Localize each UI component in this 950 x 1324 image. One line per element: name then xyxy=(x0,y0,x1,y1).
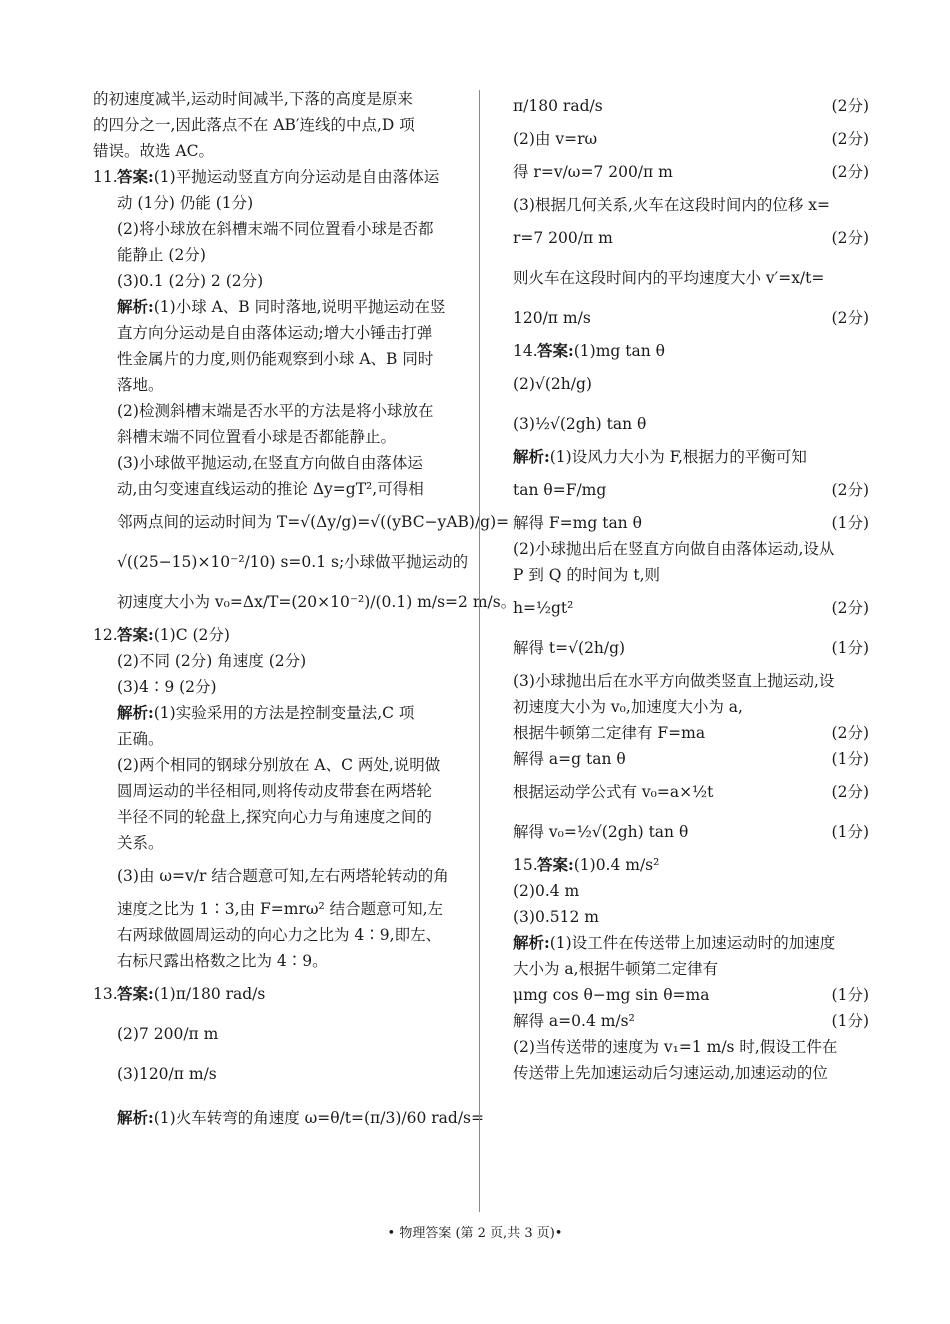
text-line xyxy=(93,450,453,476)
text-line xyxy=(93,398,453,424)
text-line xyxy=(93,216,453,242)
text-line xyxy=(513,404,869,444)
line-text: (3)120/π m/s xyxy=(117,1065,217,1083)
text-line xyxy=(93,138,453,164)
text-line xyxy=(513,562,869,588)
line-text: (3)0.512 m xyxy=(513,908,599,926)
line-text: 解得 v₀=½√(2gh) tan θ xyxy=(513,823,689,841)
text-line xyxy=(93,502,510,542)
section-label: 解析: xyxy=(117,297,154,316)
text-line xyxy=(93,424,453,450)
line-text: P 到 Q 的时间为 t,则 xyxy=(513,566,661,584)
line-text: 邻两点间的运动时间为 T=√(Δy/g)=√((yBC−yAB)/g)= xyxy=(117,513,510,531)
text-line xyxy=(93,346,453,372)
text-line xyxy=(93,830,453,856)
line-text: 初速度大小为 v₀,加速度大小为 a, xyxy=(513,698,743,716)
text-line xyxy=(513,338,869,364)
text-line xyxy=(513,86,869,126)
line-text: (1)设风力大小为 F,根据力的平衡可知 xyxy=(549,448,807,466)
line-text: (3)½√(2gh) tan θ xyxy=(513,415,647,433)
line-text: 根据运动学公式有 v₀=a×½t xyxy=(513,783,714,801)
line-text: 性金属片的力度,则仍能观察到小球 A、B 同时 xyxy=(117,350,434,368)
line-text: 则火车在这段时间内的平均速度大小 v′=x/t= xyxy=(513,269,825,287)
line-text: (1)mg tan θ xyxy=(573,342,665,360)
score-mark: (1分) xyxy=(831,1012,869,1030)
text-line xyxy=(513,218,869,258)
score-mark: (2分) xyxy=(831,724,869,742)
line-text: (2)0.4 m xyxy=(513,882,580,900)
text-line xyxy=(513,1060,869,1086)
text-line xyxy=(93,320,453,346)
line-text: h=½gt² xyxy=(513,599,574,617)
question-number: 12. xyxy=(93,626,118,644)
line-text: (1)设工件在传送带上加速运动时的加速度 xyxy=(549,934,836,952)
text-line xyxy=(513,1008,869,1034)
line-text: (1)实验采用的方法是控制变量法,C 项 xyxy=(153,704,415,722)
text-line xyxy=(513,192,869,218)
text-line xyxy=(93,974,453,1014)
text-line xyxy=(93,948,453,974)
line-text: 得 r=v/ω=7 200/π m xyxy=(513,163,673,181)
line-text: √((25−15)×10⁻²/10) s=0.1 s;小球做平抛运动的 xyxy=(117,553,469,571)
text-line xyxy=(93,1014,453,1054)
text-line xyxy=(513,878,869,904)
text-line xyxy=(513,1034,869,1060)
line-text: 直方向分运动是自由落体运动;增大小锤击打弹 xyxy=(117,324,433,342)
score-mark: (1分) xyxy=(831,514,869,532)
text-line xyxy=(513,628,869,668)
score-mark: (2分) xyxy=(831,130,869,148)
line-text: 圆周运动的半径相同,则将传动皮带套在两塔轮 xyxy=(117,782,432,800)
line-text: (2)7 200/π m xyxy=(117,1025,219,1043)
text-line xyxy=(93,1054,453,1094)
line-text: μmg cos θ−mg sin θ=ma xyxy=(513,986,710,1004)
score-mark: (2分) xyxy=(831,163,869,181)
line-text: 的初速度减半,运动时间减半,下落的高度是原来 xyxy=(93,90,413,108)
text-line xyxy=(93,268,453,294)
text-line xyxy=(93,112,453,138)
section-label: 解析: xyxy=(513,447,550,466)
line-text: (2)将小球放在斜槽末端不同位置看小球是否都 xyxy=(117,220,434,238)
question-number: 11. xyxy=(93,168,118,186)
line-text: 关系。 xyxy=(117,834,164,852)
question-number: 13. xyxy=(93,985,118,1003)
text-line xyxy=(513,510,869,536)
section-label: 解析: xyxy=(513,933,550,952)
left-column xyxy=(93,86,517,1142)
line-text: (1)小球 A、B 同时落地,说明平抛运动在竖 xyxy=(153,298,446,316)
line-text: 传送带上先加速运动后匀速运动,加速运动的位 xyxy=(513,1064,828,1082)
line-text: 落地。 xyxy=(117,376,164,394)
text-line xyxy=(513,930,869,956)
line-text: (3)小球抛出后在水平方向做类竖直上抛运动,设 xyxy=(513,672,835,690)
text-line xyxy=(93,804,453,830)
line-text: π/180 rad/s xyxy=(513,97,603,115)
text-line xyxy=(513,152,869,192)
text-line xyxy=(93,726,453,752)
text-line xyxy=(93,674,453,700)
line-text: 速度之比为 1∶3,由 F=mrω² 结合题意可知,左 xyxy=(117,900,444,918)
section-label: 答案: xyxy=(537,855,574,874)
text-line xyxy=(93,372,453,398)
section-label: 解析: xyxy=(117,1108,154,1127)
line-text: (2)不同 (2分) 角速度 (2分) xyxy=(117,652,307,670)
text-line xyxy=(93,856,453,896)
text-line xyxy=(93,582,517,622)
line-text: (2)小球抛出后在竖直方向做自由落体运动,设从 xyxy=(513,540,835,558)
score-mark: (2分) xyxy=(831,783,869,801)
score-mark: (1分) xyxy=(831,750,869,768)
text-line xyxy=(513,982,869,1008)
page-footer: • 物理答案 (第 2 页,共 3 页)• xyxy=(387,1226,563,1241)
text-line xyxy=(513,588,869,628)
text-line xyxy=(93,896,453,922)
line-text: 能静止 (2分) xyxy=(117,246,206,264)
line-text: 斜槽末端不同位置看小球是否都能静止。 xyxy=(117,428,397,446)
line-text: (1)0.4 m/s² xyxy=(573,856,660,874)
score-mark: (2分) xyxy=(831,97,869,115)
score-mark: (2分) xyxy=(831,481,869,499)
line-text: (2)由 v=rω xyxy=(513,130,598,148)
section-label: 答案: xyxy=(117,984,154,1003)
text-line xyxy=(93,542,469,582)
text-line xyxy=(513,298,869,338)
score-mark: (1分) xyxy=(831,986,869,1004)
score-mark: (1分) xyxy=(831,639,869,657)
text-line xyxy=(93,242,453,268)
line-text: 右标尺露出格数之比为 4∶9。 xyxy=(117,952,328,970)
line-text: (3)0.1 (2分) 2 (2分) xyxy=(117,272,264,290)
text-line xyxy=(513,904,869,930)
section-label: 答案: xyxy=(117,167,154,186)
line-text: 的四分之一,因此落点不在 AB′连线的中点,D 项 xyxy=(93,116,415,134)
line-text: 大小为 a,根据牛顿第二定律有 xyxy=(513,960,719,978)
line-text: (2)两个相同的钢球分别放在 A、C 两处,说明做 xyxy=(117,756,441,774)
line-text: 解得 a=0.4 m/s² xyxy=(513,1012,635,1030)
score-mark: (2分) xyxy=(831,599,869,617)
line-text: (1)火车转弯的角速度 ω=θ/t=(π/3)/60 rad/s= xyxy=(153,1109,484,1127)
line-text: (2)当传送带的速度为 v₁=1 m/s 时,假设工件在 xyxy=(513,1038,838,1056)
text-line xyxy=(93,164,453,190)
text-line xyxy=(93,622,453,648)
line-text: 半径不同的轮盘上,探究向心力与角速度之间的 xyxy=(117,808,432,826)
line-text: 初速度大小为 v₀=Δx/T=(20×10⁻²)/(0.1) m/s=2 m/s。 xyxy=(117,593,517,611)
score-mark: (2分) xyxy=(831,309,869,327)
line-text: 根据牛顿第二定律有 F=ma xyxy=(513,724,706,742)
line-text: (3)4∶9 (2分) xyxy=(117,678,217,696)
section-label: 解析: xyxy=(117,703,154,722)
text-line xyxy=(513,668,869,694)
text-line xyxy=(93,752,453,778)
question-number: 15. xyxy=(513,856,538,874)
section-label: 答案: xyxy=(117,625,154,644)
line-text: 120/π m/s xyxy=(513,309,591,327)
text-line xyxy=(513,812,869,852)
line-text: 动 (1分) 仍能 (1分) xyxy=(117,194,254,212)
column-divider xyxy=(479,90,480,1212)
line-text: 右两球做圆周运动的向心力之比为 4∶9,即左、 xyxy=(117,926,442,944)
line-text: 动,由匀变速直线运动的推论 Δy=gT²,可得相 xyxy=(117,480,424,498)
text-line xyxy=(513,536,869,562)
text-line xyxy=(513,720,869,746)
text-line xyxy=(513,852,869,878)
line-text: tan θ=F/mg xyxy=(513,481,607,499)
text-line xyxy=(93,294,453,320)
line-text: (1)π/180 rad/s xyxy=(153,985,266,1003)
score-mark: (1分) xyxy=(831,823,869,841)
text-line xyxy=(513,258,869,298)
section-label: 答案: xyxy=(537,341,574,360)
line-text: (3)由 ω=v/r 结合题意可知,左右两塔轮转动的角 xyxy=(117,867,449,885)
text-line xyxy=(93,778,453,804)
text-line xyxy=(513,694,869,720)
text-line xyxy=(513,956,869,982)
text-line xyxy=(513,444,869,470)
question-number: 14. xyxy=(513,342,538,360)
line-text: (1)C (2分) xyxy=(153,626,230,644)
line-text: (3)根据几何关系,火车在这段时间内的位移 x= xyxy=(513,196,831,214)
text-line xyxy=(93,86,453,112)
text-line xyxy=(93,648,453,674)
text-line xyxy=(93,476,453,502)
text-line xyxy=(93,922,453,948)
line-text: (2)√(2h/g) xyxy=(513,375,592,393)
line-text: 错误。故选 AC。 xyxy=(93,142,214,160)
right-column xyxy=(513,86,869,1086)
line-text: (1)平抛运动竖直方向分运动是自由落体运 xyxy=(153,168,440,186)
text-line xyxy=(513,470,869,510)
text-line xyxy=(93,1094,484,1142)
score-mark: (2分) xyxy=(831,229,869,247)
line-text: 解得 t=√(2h/g) xyxy=(513,639,626,657)
line-text: 解得 a=g tan θ xyxy=(513,750,626,768)
line-text: 正确。 xyxy=(117,730,164,748)
text-line xyxy=(93,700,453,726)
line-text: (3)小球做平抛运动,在竖直方向做自由落体运 xyxy=(117,454,423,472)
text-line xyxy=(513,772,869,812)
text-line xyxy=(513,746,869,772)
text-line xyxy=(513,126,869,152)
line-text: 解得 F=mg tan θ xyxy=(513,514,642,532)
line-text: r=7 200/π m xyxy=(513,229,613,247)
text-line xyxy=(93,190,453,216)
line-text: (2)检测斜槽末端是否水平的方法是将小球放在 xyxy=(117,402,434,420)
text-line xyxy=(513,364,869,404)
